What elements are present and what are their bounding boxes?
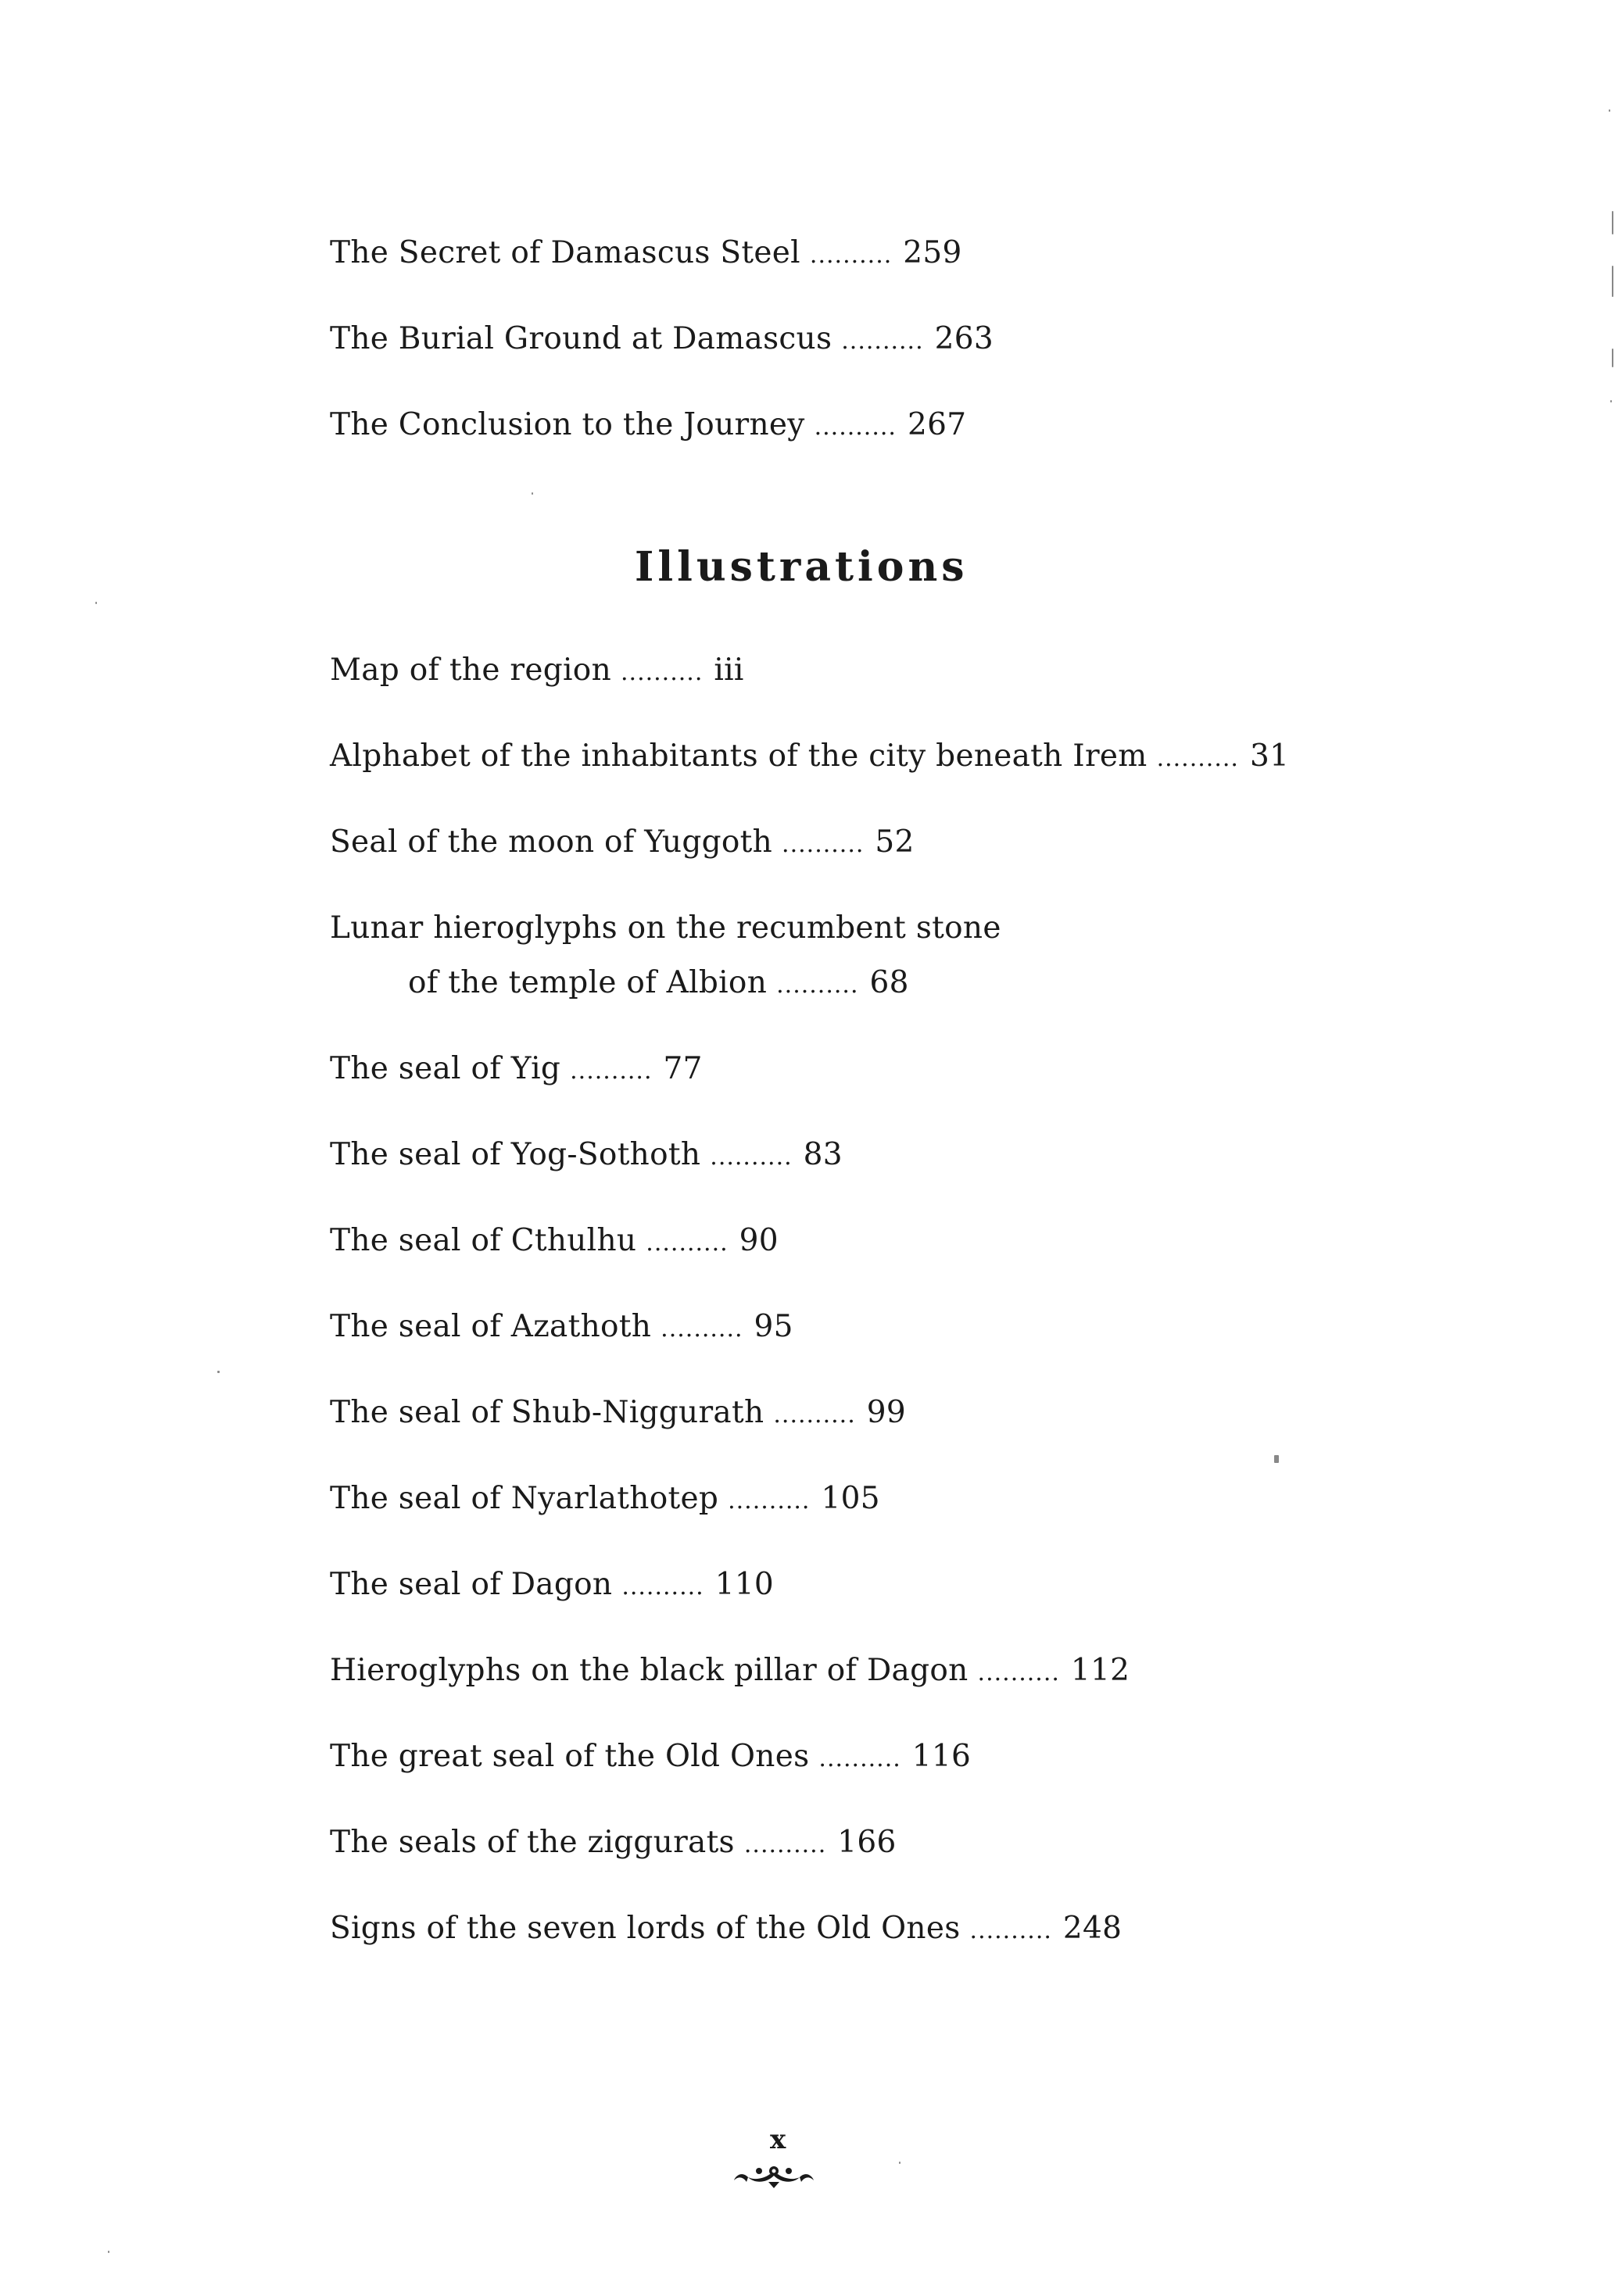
illustration-entry bbox=[330, 1222, 779, 1262]
dot-leader: .......... bbox=[743, 1831, 827, 1858]
illustration-entry bbox=[330, 1738, 971, 1778]
entry-page: 105 bbox=[821, 1481, 880, 1516]
page-number: x bbox=[770, 2124, 786, 2155]
illustration-entry bbox=[330, 824, 915, 864]
entry-title: The seal of Nyarlathotep bbox=[330, 1481, 719, 1516]
entry-title: The Burial Ground at Damascus bbox=[330, 321, 832, 356]
scan-speck bbox=[95, 602, 97, 604]
entry-page: 166 bbox=[837, 1825, 897, 1860]
dot-leader: .......... bbox=[814, 413, 897, 441]
entry-title: The seal of Dagon bbox=[330, 1567, 613, 1602]
dot-leader: .......... bbox=[728, 1487, 811, 1515]
illustration-entry-continuation bbox=[408, 964, 909, 1004]
dot-leader: .......... bbox=[841, 327, 924, 355]
dot-leader: .......... bbox=[809, 241, 893, 269]
entry-title: Seal of the moon of Yuggoth bbox=[330, 824, 773, 860]
contents-entry bbox=[330, 320, 994, 360]
scan-speck bbox=[1274, 1455, 1279, 1463]
illustration-entry bbox=[330, 1394, 906, 1434]
entry-title: Map of the region bbox=[330, 653, 611, 688]
illustration-entry bbox=[330, 1566, 774, 1606]
entry-page: 68 bbox=[869, 965, 909, 1000]
contents-entry bbox=[330, 234, 962, 274]
illustration-entry bbox=[330, 1910, 1122, 1950]
dot-leader: .......... bbox=[646, 1229, 729, 1257]
entry-title: The seals of the ziggurats bbox=[330, 1825, 735, 1860]
illustration-entry bbox=[330, 652, 744, 692]
contents-entry bbox=[330, 406, 966, 446]
entry-title: The seal of Cthulhu bbox=[330, 1223, 637, 1258]
entry-page: 116 bbox=[911, 1739, 972, 1774]
scan-speck bbox=[532, 492, 533, 495]
dot-leader: .......... bbox=[818, 1745, 901, 1772]
scan-speck bbox=[899, 2162, 901, 2164]
dot-leader: .......... bbox=[782, 831, 865, 858]
dot-leader: .......... bbox=[969, 1917, 1052, 1944]
entry-title: The great seal of the Old Ones bbox=[330, 1739, 810, 1774]
entry-title: Signs of the seven lords of the Old Ones bbox=[330, 1911, 961, 1946]
scan-speck bbox=[1609, 109, 1610, 112]
entry-title: The seal of Azathoth bbox=[330, 1309, 652, 1344]
illustration-entry bbox=[330, 1136, 843, 1176]
illustration-entry bbox=[330, 1824, 897, 1864]
fleuron-ornament-icon bbox=[731, 2160, 817, 2191]
illustration-entry bbox=[330, 738, 1289, 778]
scan-speck bbox=[1612, 211, 1613, 234]
illustration-entry bbox=[330, 1480, 880, 1520]
entry-title-continuation: of the temple of Albion bbox=[408, 965, 768, 1000]
dot-leader: .......... bbox=[570, 1057, 653, 1085]
dot-leader: .......... bbox=[773, 1401, 856, 1429]
dot-leader: .......... bbox=[776, 971, 859, 999]
scan-speck bbox=[1612, 349, 1613, 367]
dot-leader: .......... bbox=[710, 1143, 793, 1171]
dot-leader: .......... bbox=[621, 1573, 704, 1600]
entry-page: 90 bbox=[739, 1223, 779, 1258]
illustration-entry bbox=[330, 910, 1001, 947]
entry-page: 83 bbox=[803, 1137, 843, 1172]
entry-page: 248 bbox=[1062, 1911, 1123, 1946]
entry-title: The seal of Yig bbox=[330, 1051, 561, 1086]
scan-speck bbox=[217, 1371, 220, 1373]
illustration-entry bbox=[330, 1652, 1130, 1692]
entry-page: 95 bbox=[754, 1309, 793, 1344]
dot-leader: .......... bbox=[621, 659, 704, 686]
dot-leader: .......... bbox=[977, 1659, 1060, 1686]
illustration-entry bbox=[330, 1308, 793, 1348]
entry-page: 110 bbox=[714, 1567, 775, 1602]
entry-title: The Secret of Damascus Steel bbox=[330, 235, 800, 270]
entry-page: 99 bbox=[866, 1395, 906, 1430]
entry-page: 52 bbox=[875, 824, 915, 860]
entry-title: Hieroglyphs on the black pillar of Dagon bbox=[330, 1653, 969, 1688]
scan-speck bbox=[108, 2251, 109, 2253]
entry-page: 112 bbox=[1070, 1653, 1130, 1688]
entry-page: 77 bbox=[663, 1051, 703, 1086]
entry-page: 31 bbox=[1249, 739, 1290, 774]
entry-title: Alphabet of the inhabitants of the city beneath Irem bbox=[330, 739, 1148, 774]
entry-page: iii bbox=[714, 653, 744, 688]
entry-page: 267 bbox=[907, 407, 967, 442]
entry-title: Lunar hieroglyphs on the recumbent stone bbox=[330, 910, 1001, 946]
entry-title: The seal of Yog-Sothoth bbox=[330, 1137, 701, 1172]
entry-title: The seal of Shub-Niggurath bbox=[330, 1395, 764, 1430]
illustration-entry bbox=[330, 1050, 703, 1090]
scan-speck bbox=[1612, 266, 1613, 297]
entry-page: 263 bbox=[934, 321, 994, 356]
entry-page: 259 bbox=[903, 235, 962, 270]
entry-title: The Conclusion to the Journey bbox=[330, 407, 805, 442]
dot-leader: .......... bbox=[1156, 745, 1239, 772]
dot-leader: .......... bbox=[661, 1315, 743, 1343]
illustrations-heading: Illustrations bbox=[635, 543, 969, 591]
scan-speck bbox=[1610, 400, 1612, 402]
